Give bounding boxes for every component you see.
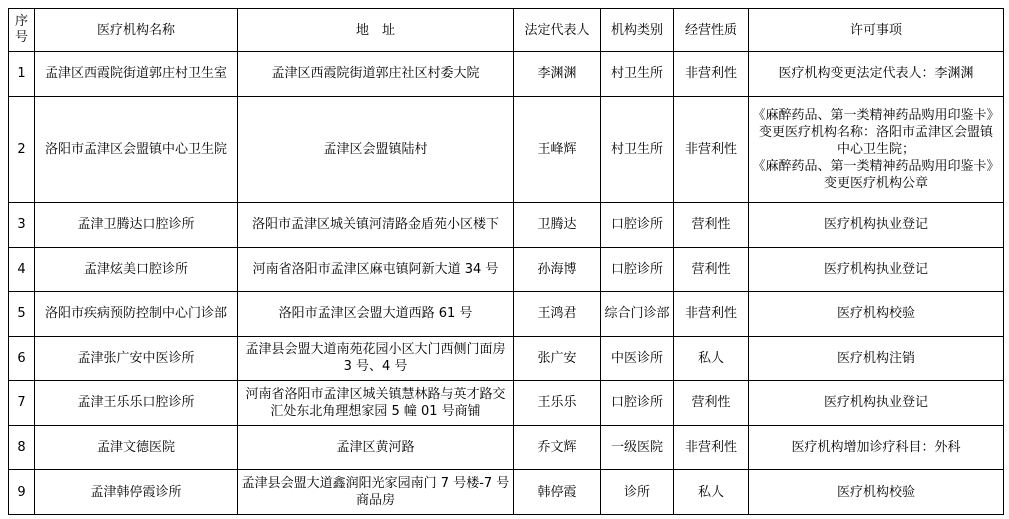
cell-permit bbox=[749, 292, 1004, 337]
cell-category: 综合门诊部 bbox=[601, 292, 674, 337]
table-row bbox=[9, 202, 1004, 247]
table-row bbox=[9, 381, 1004, 426]
cell-category: 一级医院 bbox=[601, 425, 674, 470]
cell-nature: 非营利性 bbox=[674, 96, 749, 202]
cell-legal-rep: 张广安 bbox=[514, 336, 601, 381]
cell-category: 口腔诊所 bbox=[601, 247, 674, 292]
cell-seq: 4 bbox=[9, 247, 35, 292]
header-seq: 序 号 bbox=[9, 9, 35, 52]
permit-line: 医疗机构校验 bbox=[836, 484, 915, 500]
cell-seq: 6 bbox=[9, 336, 35, 381]
table-body bbox=[9, 52, 1004, 515]
cell-nature: 营利性 bbox=[674, 247, 749, 292]
cell-nature: 营利性 bbox=[674, 202, 749, 247]
header-name: 医疗机构名称 bbox=[35, 9, 238, 52]
cell-category: 诊所 bbox=[601, 470, 674, 515]
cell-category: 中医诊所 bbox=[601, 336, 674, 381]
cell-address: 孟津区黄河路 bbox=[238, 425, 514, 470]
table-row bbox=[9, 52, 1004, 97]
cell-seq: 7 bbox=[9, 381, 35, 426]
cell-nature: 营利性 bbox=[674, 381, 749, 426]
permit-line: 中心卫生院； bbox=[836, 141, 915, 157]
cell-name: 孟津区西霞院街道郭庄村卫生室 bbox=[35, 52, 238, 97]
permit-line: 变更医疗机构名称：洛阳市孟津区会盟镇 bbox=[758, 124, 993, 140]
cell-legal-rep: 韩停霞 bbox=[514, 470, 601, 515]
permit-line: 医疗机构校验 bbox=[836, 306, 915, 322]
cell-seq: 5 bbox=[9, 292, 35, 337]
cell-seq: 3 bbox=[9, 202, 35, 247]
cell-permit bbox=[749, 336, 1004, 381]
medical-institution-permit-table bbox=[8, 8, 1004, 515]
table-row bbox=[9, 96, 1004, 202]
cell-address: 孟津县会盟大道鑫润阳光家园南门 7 号楼-7 号商品房 bbox=[238, 470, 514, 515]
cell-address: 河南省洛阳市孟津区麻屯镇阿新大道 34 号 bbox=[238, 247, 514, 292]
cell-name: 洛阳市孟津区会盟镇中心卫生院 bbox=[35, 96, 238, 202]
table-row bbox=[9, 247, 1004, 292]
permit-line: 医疗机构执业登记 bbox=[823, 395, 928, 411]
header-legal-rep: 法定代表人 bbox=[514, 9, 601, 52]
cell-address: 河南省洛阳市孟津区城关镇慧林路与英才路交汇处东北角理想家园 5 幢 01 号商铺 bbox=[238, 381, 514, 426]
header-row bbox=[9, 9, 1004, 52]
permit-line: 医疗机构变更法定代表人：李渊渊 bbox=[778, 66, 974, 82]
cell-category: 村卫生所 bbox=[601, 52, 674, 97]
cell-name: 孟津卫腾达口腔诊所 bbox=[35, 202, 238, 247]
cell-permit bbox=[749, 96, 1004, 202]
cell-nature: 非营利性 bbox=[674, 425, 749, 470]
cell-nature: 非营利性 bbox=[674, 52, 749, 97]
cell-legal-rep: 王乐乐 bbox=[514, 381, 601, 426]
document-page bbox=[8, 8, 1003, 515]
cell-legal-rep: 卫腾达 bbox=[514, 202, 601, 247]
cell-nature: 非营利性 bbox=[674, 292, 749, 337]
cell-address: 洛阳市孟津区会盟大道西路 61 号 bbox=[238, 292, 514, 337]
cell-seq: 8 bbox=[9, 425, 35, 470]
permit-line: 变更医疗机构公章 bbox=[823, 175, 928, 191]
cell-legal-rep: 孙海博 bbox=[514, 247, 601, 292]
permit-line: 医疗机构注销 bbox=[836, 350, 915, 366]
table-row bbox=[9, 292, 1004, 337]
cell-nature: 私人 bbox=[674, 470, 749, 515]
table-row bbox=[9, 470, 1004, 515]
cell-seq: 2 bbox=[9, 96, 35, 202]
cell-name: 孟津炫美口腔诊所 bbox=[35, 247, 238, 292]
header-permit: 许可事项 bbox=[749, 9, 1004, 52]
cell-category: 村卫生所 bbox=[601, 96, 674, 202]
cell-legal-rep: 王鸿君 bbox=[514, 292, 601, 337]
cell-name: 孟津王乐乐口腔诊所 bbox=[35, 381, 238, 426]
table-row bbox=[9, 425, 1004, 470]
header-category: 机构类别 bbox=[601, 9, 674, 52]
cell-category: 口腔诊所 bbox=[601, 381, 674, 426]
header-nature: 经营性质 bbox=[674, 9, 749, 52]
cell-permit bbox=[749, 470, 1004, 515]
cell-address: 孟津区会盟镇陆村 bbox=[238, 96, 514, 202]
cell-seq: 9 bbox=[9, 470, 35, 515]
cell-legal-rep: 王峰辉 bbox=[514, 96, 601, 202]
table-row bbox=[9, 336, 1004, 381]
cell-permit bbox=[749, 247, 1004, 292]
cell-permit bbox=[749, 381, 1004, 426]
permit-line: 《麻醉药品、第一类精神药品购用印鉴卡》 bbox=[752, 158, 1000, 174]
cell-nature: 私人 bbox=[674, 336, 749, 381]
cell-permit bbox=[749, 425, 1004, 470]
cell-category: 口腔诊所 bbox=[601, 202, 674, 247]
cell-name: 孟津文德医院 bbox=[35, 425, 238, 470]
header-address: 地 址 bbox=[238, 9, 514, 52]
cell-legal-rep: 李渊渊 bbox=[514, 52, 601, 97]
cell-name: 洛阳市疾病预防控制中心门诊部 bbox=[35, 292, 238, 337]
permit-line: 医疗机构执业登记 bbox=[823, 217, 928, 233]
permit-line: 医疗机构增加诊疗科目：外科 bbox=[791, 440, 961, 456]
cell-permit bbox=[749, 52, 1004, 97]
cell-address: 洛阳市孟津区城关镇河清路金盾苑小区楼下 bbox=[238, 202, 514, 247]
cell-permit bbox=[749, 202, 1004, 247]
cell-name: 孟津韩停霞诊所 bbox=[35, 470, 238, 515]
cell-name: 孟津张广安中医诊所 bbox=[35, 336, 238, 381]
cell-address: 孟津区西霞院街道郭庄社区村委大院 bbox=[238, 52, 514, 97]
cell-seq: 1 bbox=[9, 52, 35, 97]
permit-line: 《麻醉药品、第一类精神药品购用印鉴卡》 bbox=[752, 107, 1000, 123]
cell-legal-rep: 乔文辉 bbox=[514, 425, 601, 470]
permit-line: 医疗机构执业登记 bbox=[823, 261, 928, 277]
cell-address: 孟津县会盟大道南苑花园小区大门西侧门面房 3 号、4 号 bbox=[238, 336, 514, 381]
